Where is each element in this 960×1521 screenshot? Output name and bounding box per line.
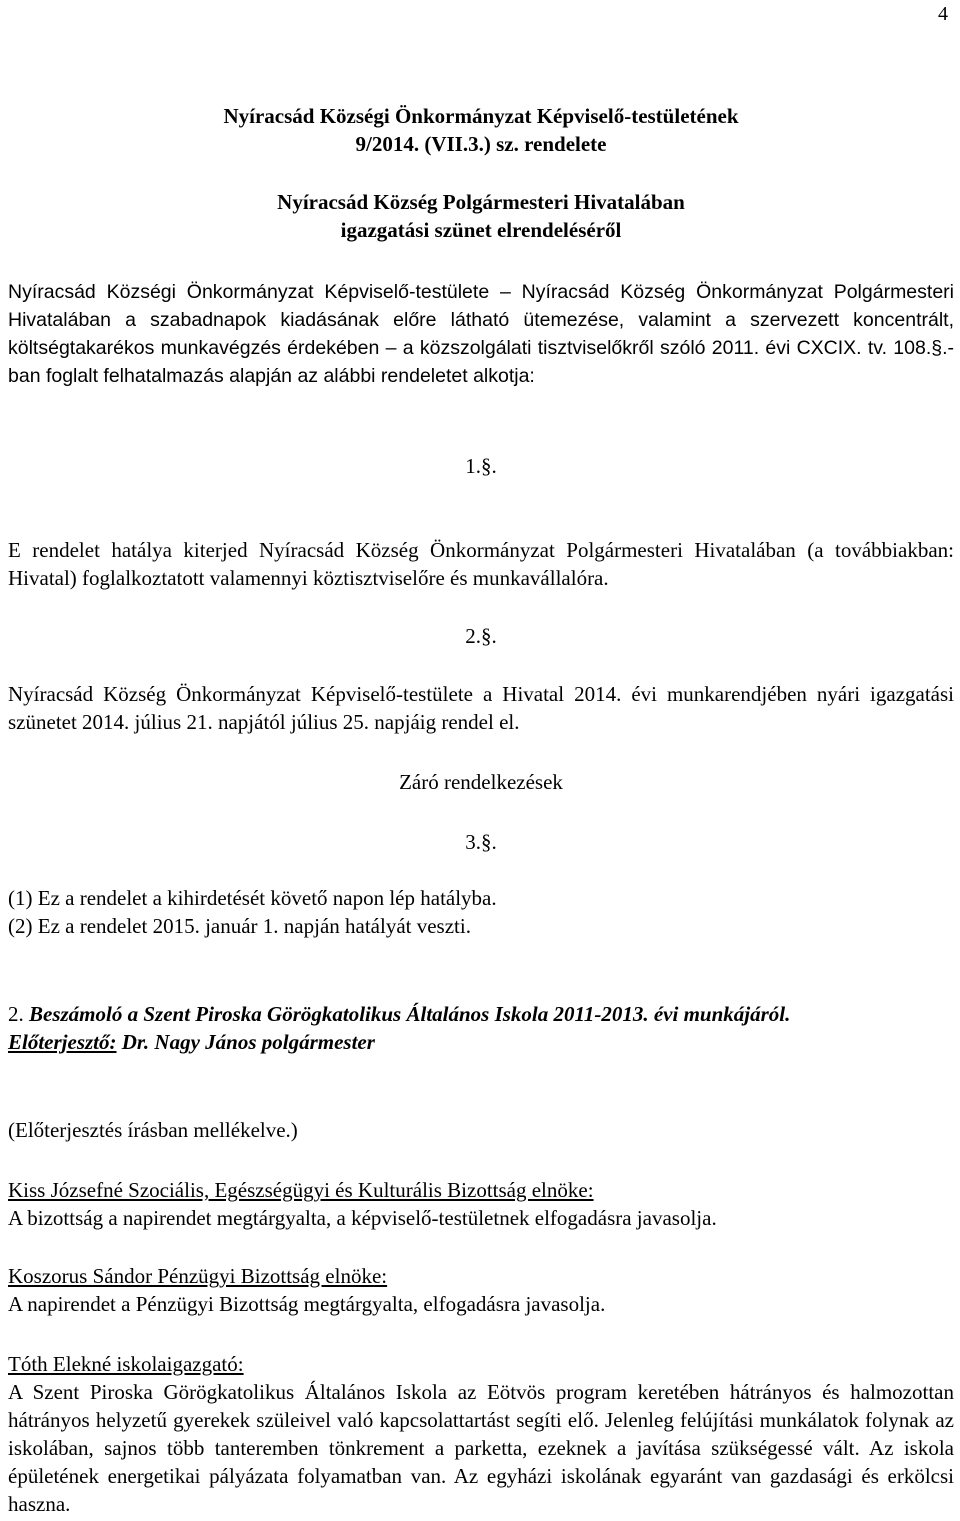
agenda-item: [8, 1000, 954, 1056]
provision-1: (1) Ez a rendelet a kihirdetését követő napon lép hatályba.: [8, 886, 497, 910]
page-number: 4: [938, 3, 948, 25]
comment-1: [8, 1176, 954, 1232]
presenter-name: Dr. Nagy János polgármester: [121, 1030, 375, 1054]
intro-paragraph: Nyíracsád Községi Önkormányzat Képviselő-testülete – Nyíracsád Község Önkormányzat Polgármesteri Hivatalában a szabadnapok kiadásának előre látható ütemezése, valamint a szervezett koncentrált, költségtakarékos munkavégzés érdekében – a közszolgálati tisztviselőkről szóló 2011. évi CXCIX. tv. 108.§.-ban foglalt felhatalmazás alapján az alábbi rendeletet alkotja:: [8, 281, 954, 387]
attachment-note: (Előterjesztés írásban mellékelve.): [8, 1118, 298, 1142]
agenda-number: 2.: [8, 1002, 24, 1026]
heading-line-2: 9/2014. (VII.3.) sz. rendelete: [355, 132, 607, 156]
provision-2: (2) Ez a rendelet 2015. január 1. napján hatályát veszti.: [8, 914, 471, 938]
closing-provisions-list: [8, 884, 954, 940]
comment-1-text: A bizottság a napirendet megtárgyalta, a képviselő-testületnek elfogadásra javasolja.: [8, 1206, 717, 1230]
section-3-number: 3.§.: [465, 830, 497, 854]
section-1-text: E rendelet hatálya kiterjed Nyíracsád Község Önkormányzat Polgármesteri Hivatalában (a továbbiakban: Hivatal) foglalkoztatott valamennyi köztisztviselőre és munkavállalóra.: [8, 538, 954, 590]
comment-2: [8, 1262, 954, 1318]
comment-3: [8, 1350, 954, 1518]
comment-3-speaker: Tóth Elekné iskolaigazgató:: [8, 1352, 244, 1376]
presenter-line: [8, 1028, 954, 1056]
heading-line-1: Nyíracsád Községi Önkormányzat Képviselő-testületének: [223, 104, 739, 128]
regulation-subtitle: [8, 188, 954, 244]
presenter-label: Előterjesztő:: [8, 1030, 117, 1054]
subtitle-line-2: igazgatási szünet elrendeléséről: [340, 218, 622, 242]
section-2-text: Nyíracsád Község Önkormányzat Képviselő-testülete a Hivatal 2014. évi munkarendjében nyári igazgatási szünetet 2014. július 21. napjától július 25. napjáig rendel el.: [8, 682, 954, 734]
comment-2-text: A napirendet a Pénzügyi Bizottság megtárgyalta, elfogadásra javasolja.: [8, 1292, 606, 1316]
section-2-number: 2.§.: [465, 624, 497, 648]
comment-2-speaker: Koszorus Sándor Pénzügyi Bizottság elnöke:: [8, 1264, 388, 1288]
agenda-title: Beszámoló a Szent Piroska Görögkatolikus Általános Iskola 2011-2013. évi munkájáról.: [29, 1002, 791, 1026]
regulation-heading: [8, 102, 954, 158]
closing-provisions-title: Záró rendelkezések: [399, 770, 563, 794]
agenda-title-line: [8, 1000, 954, 1028]
subtitle-line-1: Nyíracsád Község Polgármesteri Hivatalában: [277, 190, 685, 214]
section-1-number: 1.§.: [465, 454, 497, 478]
comment-1-speaker: Kiss Józsefné Szociális, Egészségügyi és Kulturális Bizottság elnöke:: [8, 1178, 594, 1202]
comment-3-text: A Szent Piroska Görögkatolikus Általános Iskola az Eötvös program keretében hátrányos és halmozottan hátrányos helyzetű gyerekek szüleivel való kapcsolattartást segíti elő. Jelenleg felújítási munkálatok folynak az iskolában, sajnos több tanteremben tönkrement a parketta, ezeknek a javítása szükségessé vált. Az iskola épületének energetikai pályázata folyamatban van. Az egyházi iskolának egyaránt van gazdasági és erkölcsi haszna.: [8, 1380, 954, 1516]
